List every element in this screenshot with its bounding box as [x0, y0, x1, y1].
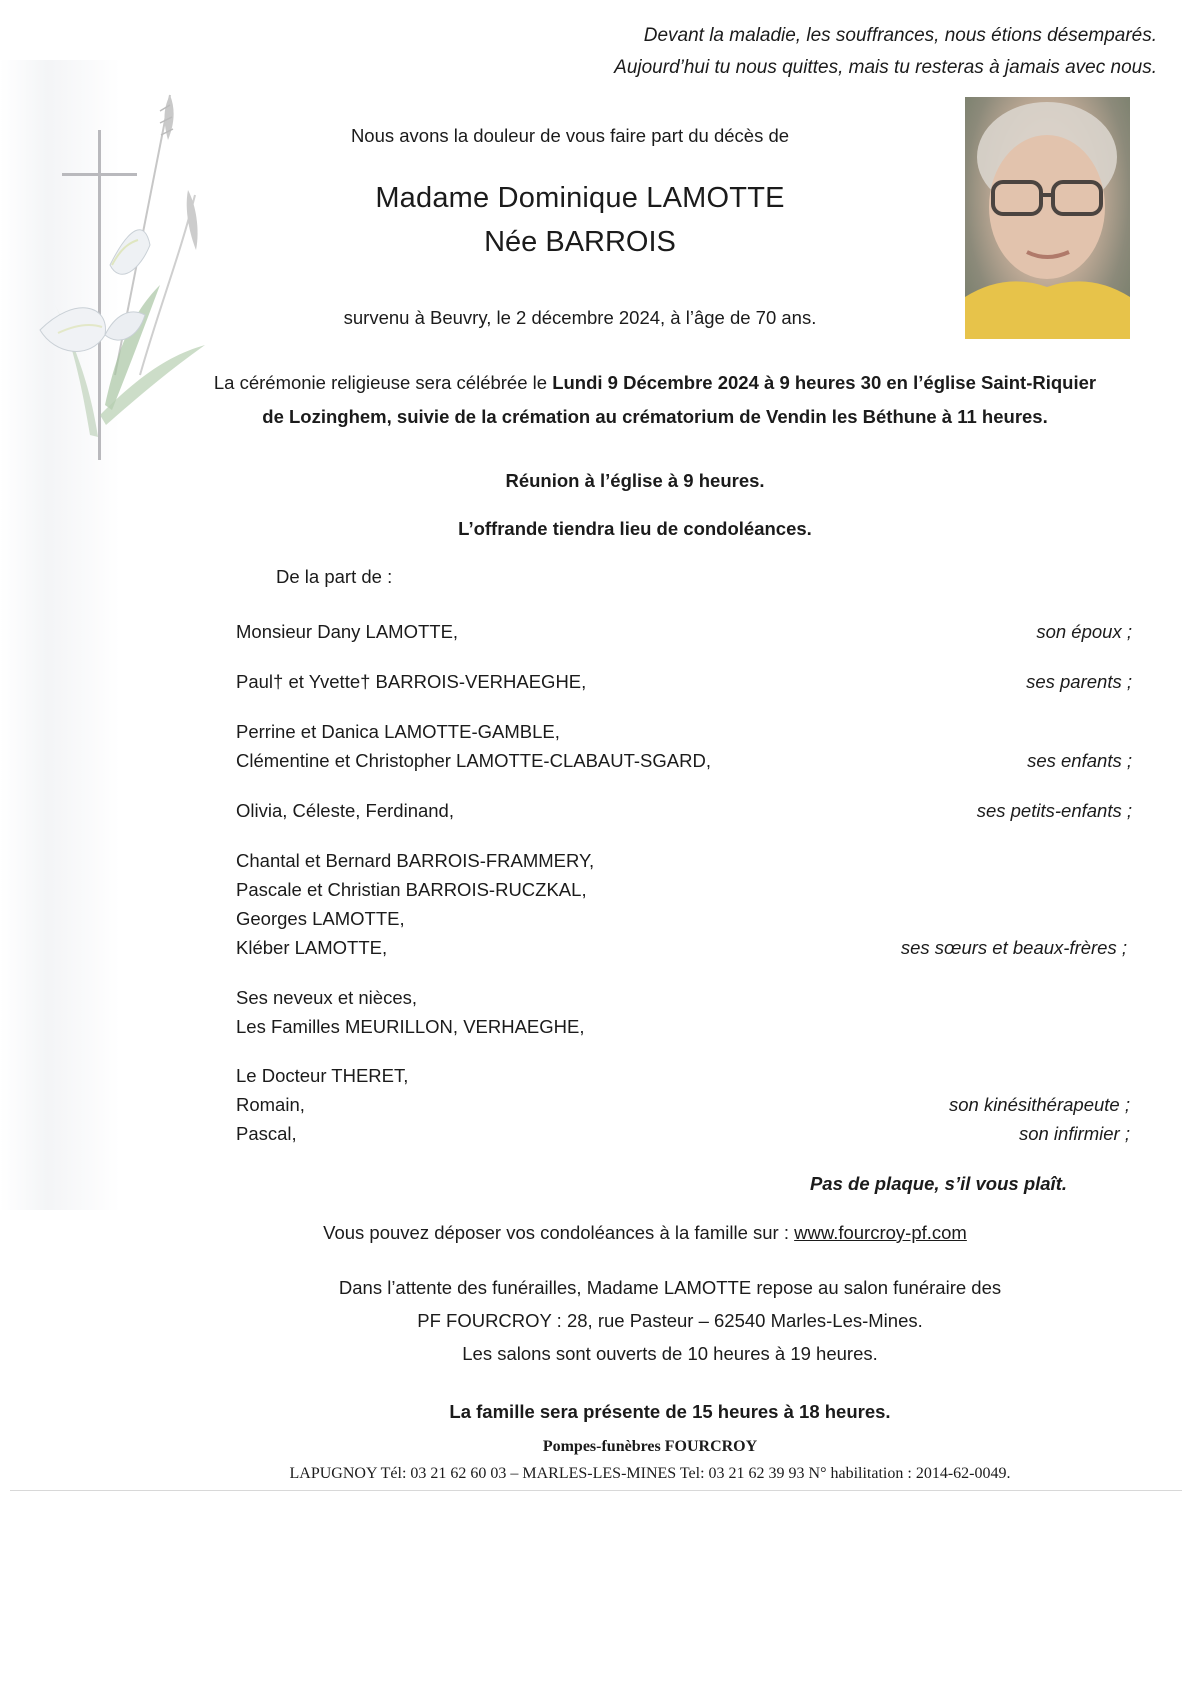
epigraph-line-2: Aujourd’hui tu nous quittes, mais tu resteras à jamais avec nous. [614, 57, 1157, 78]
relative-name: Les Familles MEURILLON, VERHAEGHE, [236, 1016, 585, 1037]
relation-label: ses sœurs et beaux-frères ; [900, 937, 1127, 958]
footer-company: Pompes-funèbres FOURCROY [542, 1438, 758, 1455]
ceremony-line-1 [150, 368, 1160, 397]
no-plaque-note: Pas de plaque, s’il vous plaît. [809, 1173, 1067, 1194]
offering-info: L’offrande tiendra lieu de condoléances. [458, 518, 812, 539]
relative-name: Perrine et Danica LAMOTTE-GAMBLE, [236, 721, 560, 742]
relation-label: ses petits-enfants ; [976, 800, 1132, 821]
relation-label: son infirmier ; [1018, 1123, 1130, 1144]
cross-horizontal [62, 173, 137, 176]
ceremony-date-place: Lundi 9 Décembre 2024 à 9 heures 30 en l’église Saint-Riquier [552, 372, 1097, 393]
page-separator [10, 1490, 1182, 1491]
relation-label: ses enfants ; [1027, 750, 1132, 771]
relative-name: Olivia, Céleste, Ferdinand, [236, 800, 454, 821]
relation-label: ses parents ; [1026, 671, 1132, 692]
relative-name: Monsieur Dany LAMOTTE, [236, 621, 459, 642]
relative-name: Clémentine et Christopher LAMOTTE-CLABAUT-SGARD, [236, 750, 711, 771]
footer [180, 1433, 1120, 1487]
condolences-website-link[interactable]: www.fourcroy-pf.com [794, 1222, 967, 1243]
meeting-info: Réunion à l’église à 9 heures. [505, 470, 765, 491]
deceased-name-block [330, 176, 830, 264]
condolences-line [250, 1218, 1040, 1247]
death-details: survenu à Beuvry, le 2 décembre 2024, à l’âge de 70 ans. [343, 307, 817, 328]
relative-name: Pascale et Christian BARROIS-RUCZKAL, [236, 879, 587, 900]
cross-vertical [98, 130, 101, 460]
relative-name: Romain, [236, 1094, 305, 1115]
epigraph [614, 20, 1157, 84]
deceased-name: Madame Dominique LAMOTTE [375, 182, 785, 214]
relative-name: Ses neveux et nièces, [236, 987, 417, 1008]
relative-name: Chantal et Bernard BARROIS-FRAMMERY, [236, 850, 595, 871]
ceremony-line-2: de Lozinghem, suivie de la crémation au crématorium de Vendin les Béthune à 11 heures. [262, 406, 1048, 427]
funeral-home-line-1: Dans l’attente des funérailles, Madame LAMOTTE repose au salon funéraire des [338, 1277, 1002, 1298]
from-label: De la part de : [276, 566, 393, 587]
footer-contact: LAPUGNOY Tél: 03 21 62 60 03 – MARLES-LES-MINES Tel: 03 21 62 39 93 N° habilitation : 2014-62-0049. [289, 1465, 1011, 1482]
ceremony-prefix: La cérémonie religieuse sera célébrée le [213, 372, 553, 393]
relative-name: Le Docteur THERET, [236, 1065, 409, 1086]
portrait-photo [965, 97, 1130, 339]
funeral-home-line-2: PF FOURCROY : 28, rue Pasteur – 62540 Marles-Les-Mines. [417, 1310, 923, 1331]
intro-text: Nous avons la douleur de vous faire part du décès de [350, 125, 790, 146]
condolences-text: Vous pouvez déposer vos condoléances à la famille sur : [323, 1222, 795, 1243]
epigraph-line-1: Devant la maladie, les souffrances, nous étions désemparés. [643, 25, 1157, 46]
deceased-birth-name: Née BARROIS [484, 226, 676, 258]
relative-name: Pascal, [236, 1123, 297, 1144]
relative-name: Kléber LAMOTTE, [236, 937, 388, 958]
relation-label: son époux ; [1036, 621, 1132, 642]
family-presence: La famille sera présente de 15 heures à 18 heures. [449, 1401, 891, 1422]
relative-name: Paul† et Yvette† BARROIS-VERHAEGHE, [236, 671, 587, 692]
funeral-home-hours: Les salons sont ouverts de 10 heures à 19 heures. [462, 1343, 878, 1364]
relation-label: son kinésithérapeute ; [948, 1094, 1130, 1115]
relative-name: Georges LAMOTTE, [236, 908, 405, 929]
